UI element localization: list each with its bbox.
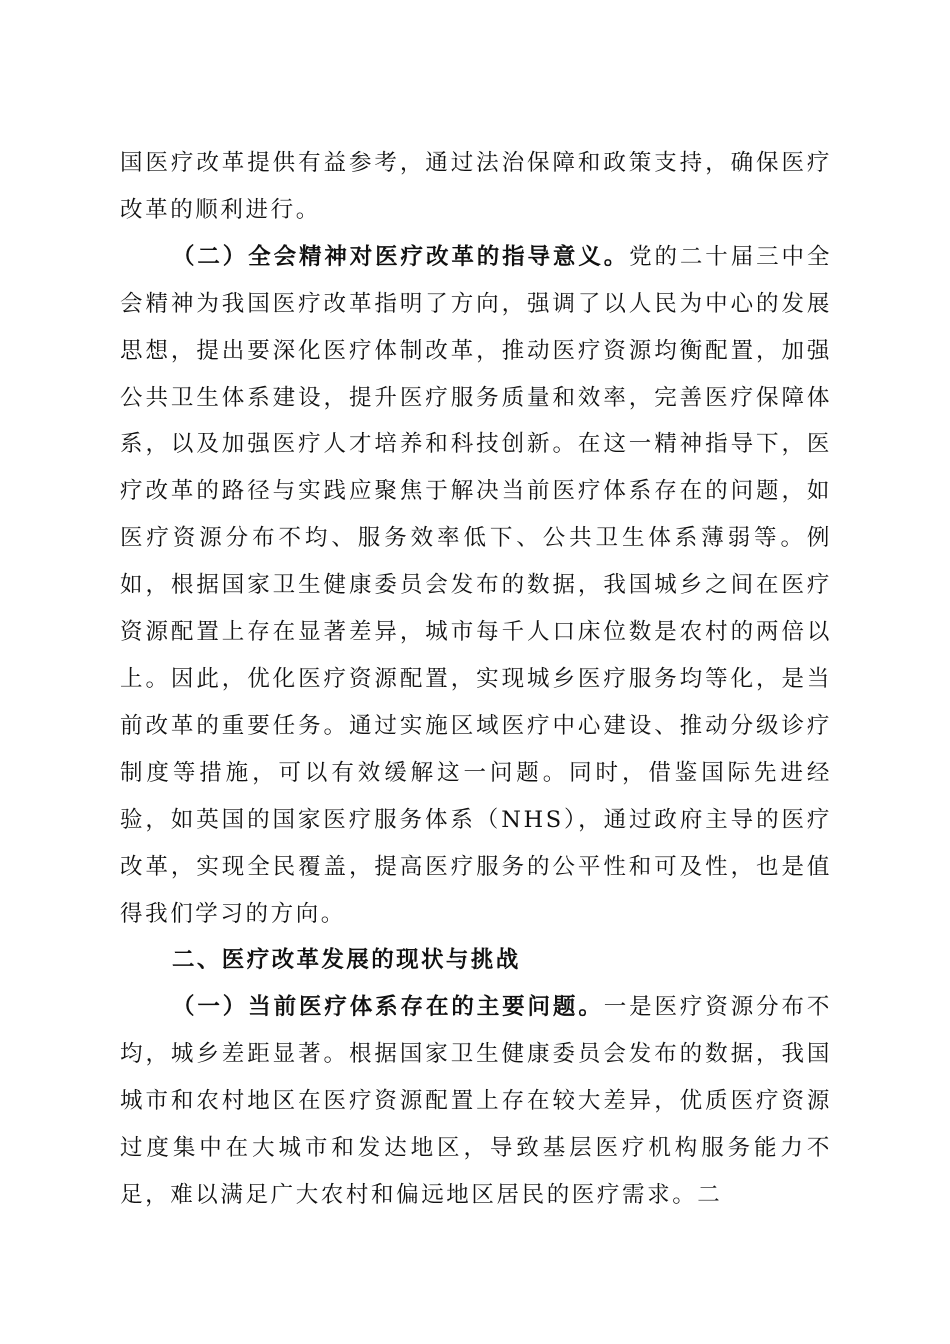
paragraph-lead: （一）当前医疗体系存在的主要问题。	[172, 994, 604, 1021]
paragraph-continuation: 国医疗改革提供有益参考，通过法治保障和政策支持，确保医疗改革的顺利进行。	[120, 150, 832, 223]
paragraph-text: 一是医疗资源分布不均，城乡差距显著。根据国家卫生健康委员会发布的数据，我国城市和农村地区在医疗资源配置上存在较大差异，优质医疗资源过度集中在大城市和发达地区，导致基层医疗机构服务能力不足，难以满足广大农村和偏远地区居民的医疗需求。二	[120, 994, 832, 1208]
paragraph-guiding-significance	[120, 234, 832, 938]
document-body	[120, 140, 832, 1219]
section-heading: 二、医疗改革发展的现状与挑战	[172, 947, 521, 974]
paragraph-text: 党的二十届三中全会精神为我国医疗改革指明了方向，强调了以人民为中心的发展思想，提出要深化医疗体制改革，推动医疗资源均衡配置，加强公共卫生体系建设，提升医疗服务质量和效率，完善医疗保障体系，以及加强医疗人才培养和科技创新。在这一精神指导下，医疗改革的路径与实践应聚焦于解决当前医疗体系存在的问题，如医疗资源分布不均、服务效率低下、公共卫生体系薄弱等。例如，根据国家卫生健康委员会发布的数据，我国城乡之间在医疗资源配置上存在显著差异，城市每千人口床位数是农村的两倍以上。因此，优化医疗资源配置，实现城乡医疗服务均等化，是当前改革的重要任务。通过实施区域医疗中心建设、推动分级诊疗制度等措施，可以有效缓解这一问题。同时，借鉴国际先进经验，如英国的国家医疗服务体系（NHS），通过政府主导的医疗改革，实现全民覆盖，提高医疗服务的公平性和可及性，也是值得我们学习的方向。	[120, 243, 832, 927]
paragraph-main-problems	[120, 984, 832, 1219]
paragraph-lead: （二）全会精神对医疗改革的指导意义。	[172, 243, 630, 270]
